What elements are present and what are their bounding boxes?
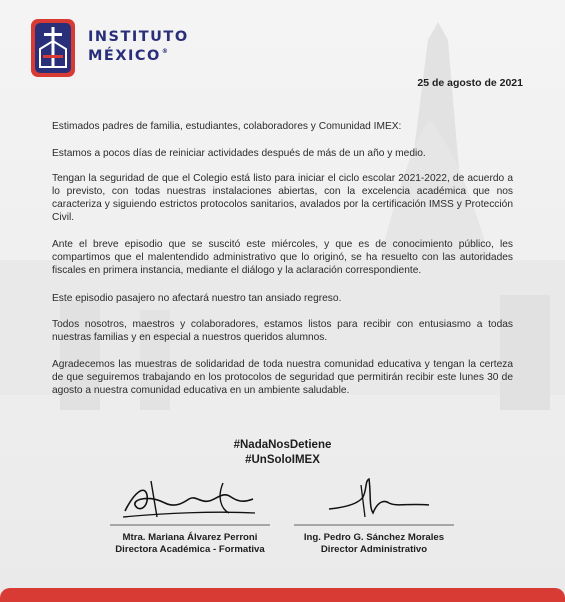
hashtag-nada-nos-detiene: #NadaNosDetiene xyxy=(233,439,332,451)
signatory-role-left: Directora Académica - Formativa xyxy=(115,544,265,555)
signatory-name-right: Ing. Pedro G. Sánchez Morales xyxy=(303,532,445,543)
hashtag-un-solo-imex: #UnSoloIMEX xyxy=(245,454,320,466)
letter-paragraph-6: Agradecemos las muestras de solidaridad de toda nuestra comunidad educativa y tengan la certeza de que seguiremos trabajando en los protocolos de seguridad que permitirán recibir este lunes 30 de agosto a nuestra comunidad educativa en un ambiente saludable. xyxy=(52,359,513,396)
letter-date: 25 de agosto de 2021 xyxy=(417,77,523,89)
institute-logo-wordmark xyxy=(88,30,189,63)
hashtags-block xyxy=(0,438,565,468)
handwritten-signature-left xyxy=(105,473,275,528)
signatory-name-left: Mtra. Mariana Álvarez Perroni xyxy=(122,532,258,543)
bottom-brand-bar xyxy=(0,588,565,602)
handwritten-signature-right xyxy=(289,473,459,528)
letter-paragraph-3: Ante el breve episodio que se suscitó este miércoles, y que es de conocimiento público, les compartimos que el malentendido administrativo que lo originó, se ha resuelto con las autoridades fiscales en primera instancia, mediante el diálogo y la aclaración correspondiente. xyxy=(52,239,513,276)
logo-line-2-text: MÉXICO xyxy=(88,47,161,64)
logo-line-1: INSTITUTO xyxy=(88,29,189,45)
letter-greeting: Estimados padres de familia, estudiantes, colaboradores y Comunidad IMEX: xyxy=(52,121,402,132)
letter-paragraph-5: Todos nosotros, maestros y colaboradores, estamos listos para recibir con entusiasmo a todas nuestras familias y en especial a nuestros queridos alumnos. xyxy=(52,319,513,343)
logo-line-2 xyxy=(88,49,189,64)
signature-block-right xyxy=(264,473,484,556)
institute-logo-badge xyxy=(31,19,75,77)
registered-mark: ® xyxy=(161,47,170,55)
letter-paragraph-2: Tengan la seguridad de que el Colegio está listo para iniciar el ciclo escolar 2021-2022, de acuerdo a lo previsto, con todas nuestras instalaciones abiertas, con la excelencia académica que nos caracteriza y siguiendo estrictos protocolos sanitarios, avalados por la certificación IMSS y Protección Civil. xyxy=(52,173,513,223)
letter-paragraph-1: Estamos a pocos días de reiniciar actividades después de más de un año y medio. xyxy=(52,148,426,159)
signatory-role-right: Director Administrativo xyxy=(320,544,428,555)
letter-paragraph-4: Este episodio pasajero no afectará nuestro tan ansiado regreso. xyxy=(52,293,342,304)
